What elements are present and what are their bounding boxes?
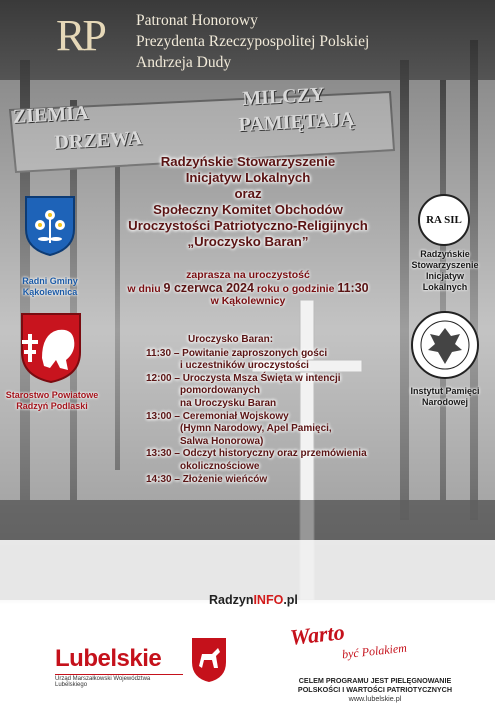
program-item-continuation: okolicznościowe	[180, 460, 260, 472]
sign-word-3: DRZEWA	[53, 127, 143, 154]
starostwo-label-line-2: Radzyń Podlaski	[16, 401, 88, 411]
program-text: Odczyt historyczny oraz przemówienia	[182, 448, 367, 460]
program-list	[146, 348, 396, 487]
ipn-logo	[410, 310, 480, 380]
invite-mid: roku o godzinie	[256, 282, 335, 295]
starostwo-label	[0, 390, 104, 412]
warto-text: Warto	[288, 619, 346, 650]
ipn-label	[400, 386, 490, 408]
powiat-radzyn-crest	[20, 312, 82, 384]
sign-word-4: PAMIĘTAJĄ	[238, 108, 356, 137]
program-time: 14:30	[146, 473, 172, 485]
program-dash: –	[174, 372, 180, 384]
program-time: 12:00	[146, 372, 172, 384]
program-text: Złożenie wieńców	[182, 473, 268, 485]
rp-logo: RP	[56, 11, 104, 60]
program-item-continuation: i uczestników uroczystości	[180, 360, 309, 372]
program-text: Uroczysta Msza Święta w intencji	[182, 372, 341, 384]
program-item-continuation: na Uroczysku Baran	[180, 397, 277, 409]
radzyn-part: Radzyn	[209, 593, 254, 607]
patron-line-1: Patronat Honorowy	[136, 12, 258, 29]
title-line-1: Radzyńskie Stowarzyszenie	[160, 154, 336, 169]
celem-line-2: POLSKOŚCI I WARTOŚCI PATRIOTYCZNYCH	[297, 685, 453, 694]
rasil-label-line-3: Inicjatyw	[425, 271, 464, 281]
rasil-label-line-1: Radzyńskie	[420, 249, 470, 259]
program-item-continuation: (Hymn Narodowy, Apel Pamięci,	[180, 423, 332, 435]
title-line-6: „Uroczysko Baran”	[187, 234, 309, 249]
patron-line-2: Prezydenta Rzeczypospolitej Polskiej	[136, 33, 370, 50]
invite-line-2	[108, 282, 388, 296]
lubelskie-url: www.lubelskie.pl	[348, 694, 402, 703]
invite-pre-date: w dniu	[127, 282, 161, 295]
invitation	[108, 269, 388, 308]
event-time: 11:30	[337, 280, 369, 295]
program-time: 13:00	[146, 410, 172, 422]
event-date: 9 czerwca 2024	[163, 280, 254, 295]
title-line-5: Uroczystości Patriotyczno-Religijnych	[128, 218, 368, 233]
radzyninfo-logo	[209, 593, 298, 607]
program-text: Ceremoniał Wojskowy	[182, 410, 289, 422]
byc-polakiem-text: być Polakiem	[341, 640, 408, 662]
program-dash: –	[173, 347, 180, 359]
starostwo-label-line-1: Starostwo Powiatowe	[5, 390, 99, 400]
program-item	[146, 373, 396, 386]
gmina-kakolewnica-crest	[24, 195, 76, 257]
title-line-4: Społeczny Komitet Obchodów	[153, 202, 343, 217]
rasil-label	[400, 249, 490, 293]
program-dash: –	[174, 410, 180, 422]
program-text: Powitanie zaproszonych gości	[182, 347, 328, 359]
lubelskie-subtitle: Urząd Marszałkowski Województwa Lubelskiego	[55, 674, 183, 688]
patronage-text	[136, 10, 369, 73]
program-item	[146, 474, 396, 487]
program-dash: –	[174, 448, 180, 460]
sign-word-2: MILCZY	[241, 83, 326, 110]
sign-word-1: ZIEMIA	[12, 102, 90, 128]
program-item	[146, 348, 396, 361]
program-time: 11:30	[146, 347, 172, 359]
title-line-2: Inicjatyw Lokalnych	[185, 170, 311, 185]
rasil-label-line-4: Lokalnych	[422, 282, 468, 292]
rasil-label-line-2: Stowarzyszenie	[411, 260, 479, 270]
gmina-label	[10, 276, 90, 298]
patron-line-3: Andrzeja Dudy	[136, 54, 232, 71]
program-item-continuation: pomordowanych	[180, 385, 261, 397]
program-item	[146, 448, 396, 461]
title-line-3: oraz	[234, 186, 262, 201]
info-part: INFO	[253, 593, 284, 607]
ipn-label-line-1: Instytut Pamięci	[410, 386, 480, 396]
program-item	[146, 411, 396, 424]
rasil-mark: RA SIL	[426, 214, 462, 226]
invite-line-1: zaprasza na uroczystość	[186, 269, 310, 281]
program-title: Uroczysko Baran:	[188, 334, 274, 345]
gmina-label-line-2: Kąkolewnica	[22, 287, 78, 297]
program-time: 13:30	[146, 448, 172, 460]
ipn-label-line-2: Narodowej	[421, 397, 468, 407]
program-dash: –	[174, 473, 180, 485]
domain-part: .pl	[283, 593, 298, 607]
lubelskie-deer-crest	[190, 636, 228, 684]
program-footer-text	[280, 676, 470, 703]
event-title	[98, 154, 398, 250]
lubelskie-wordmark: Lubelskie	[55, 645, 162, 672]
gmina-label-line-1: Radni Gminy	[22, 276, 78, 286]
invite-place: w Kąkolewnicy	[210, 295, 286, 307]
program	[146, 334, 396, 486]
program-item-continuation: Salwa Honorowa)	[180, 435, 264, 447]
celem-line-1: CELEM PROGRAMU JEST PIELĘGNOWANIE	[298, 676, 452, 685]
rasil-logo	[418, 194, 470, 246]
